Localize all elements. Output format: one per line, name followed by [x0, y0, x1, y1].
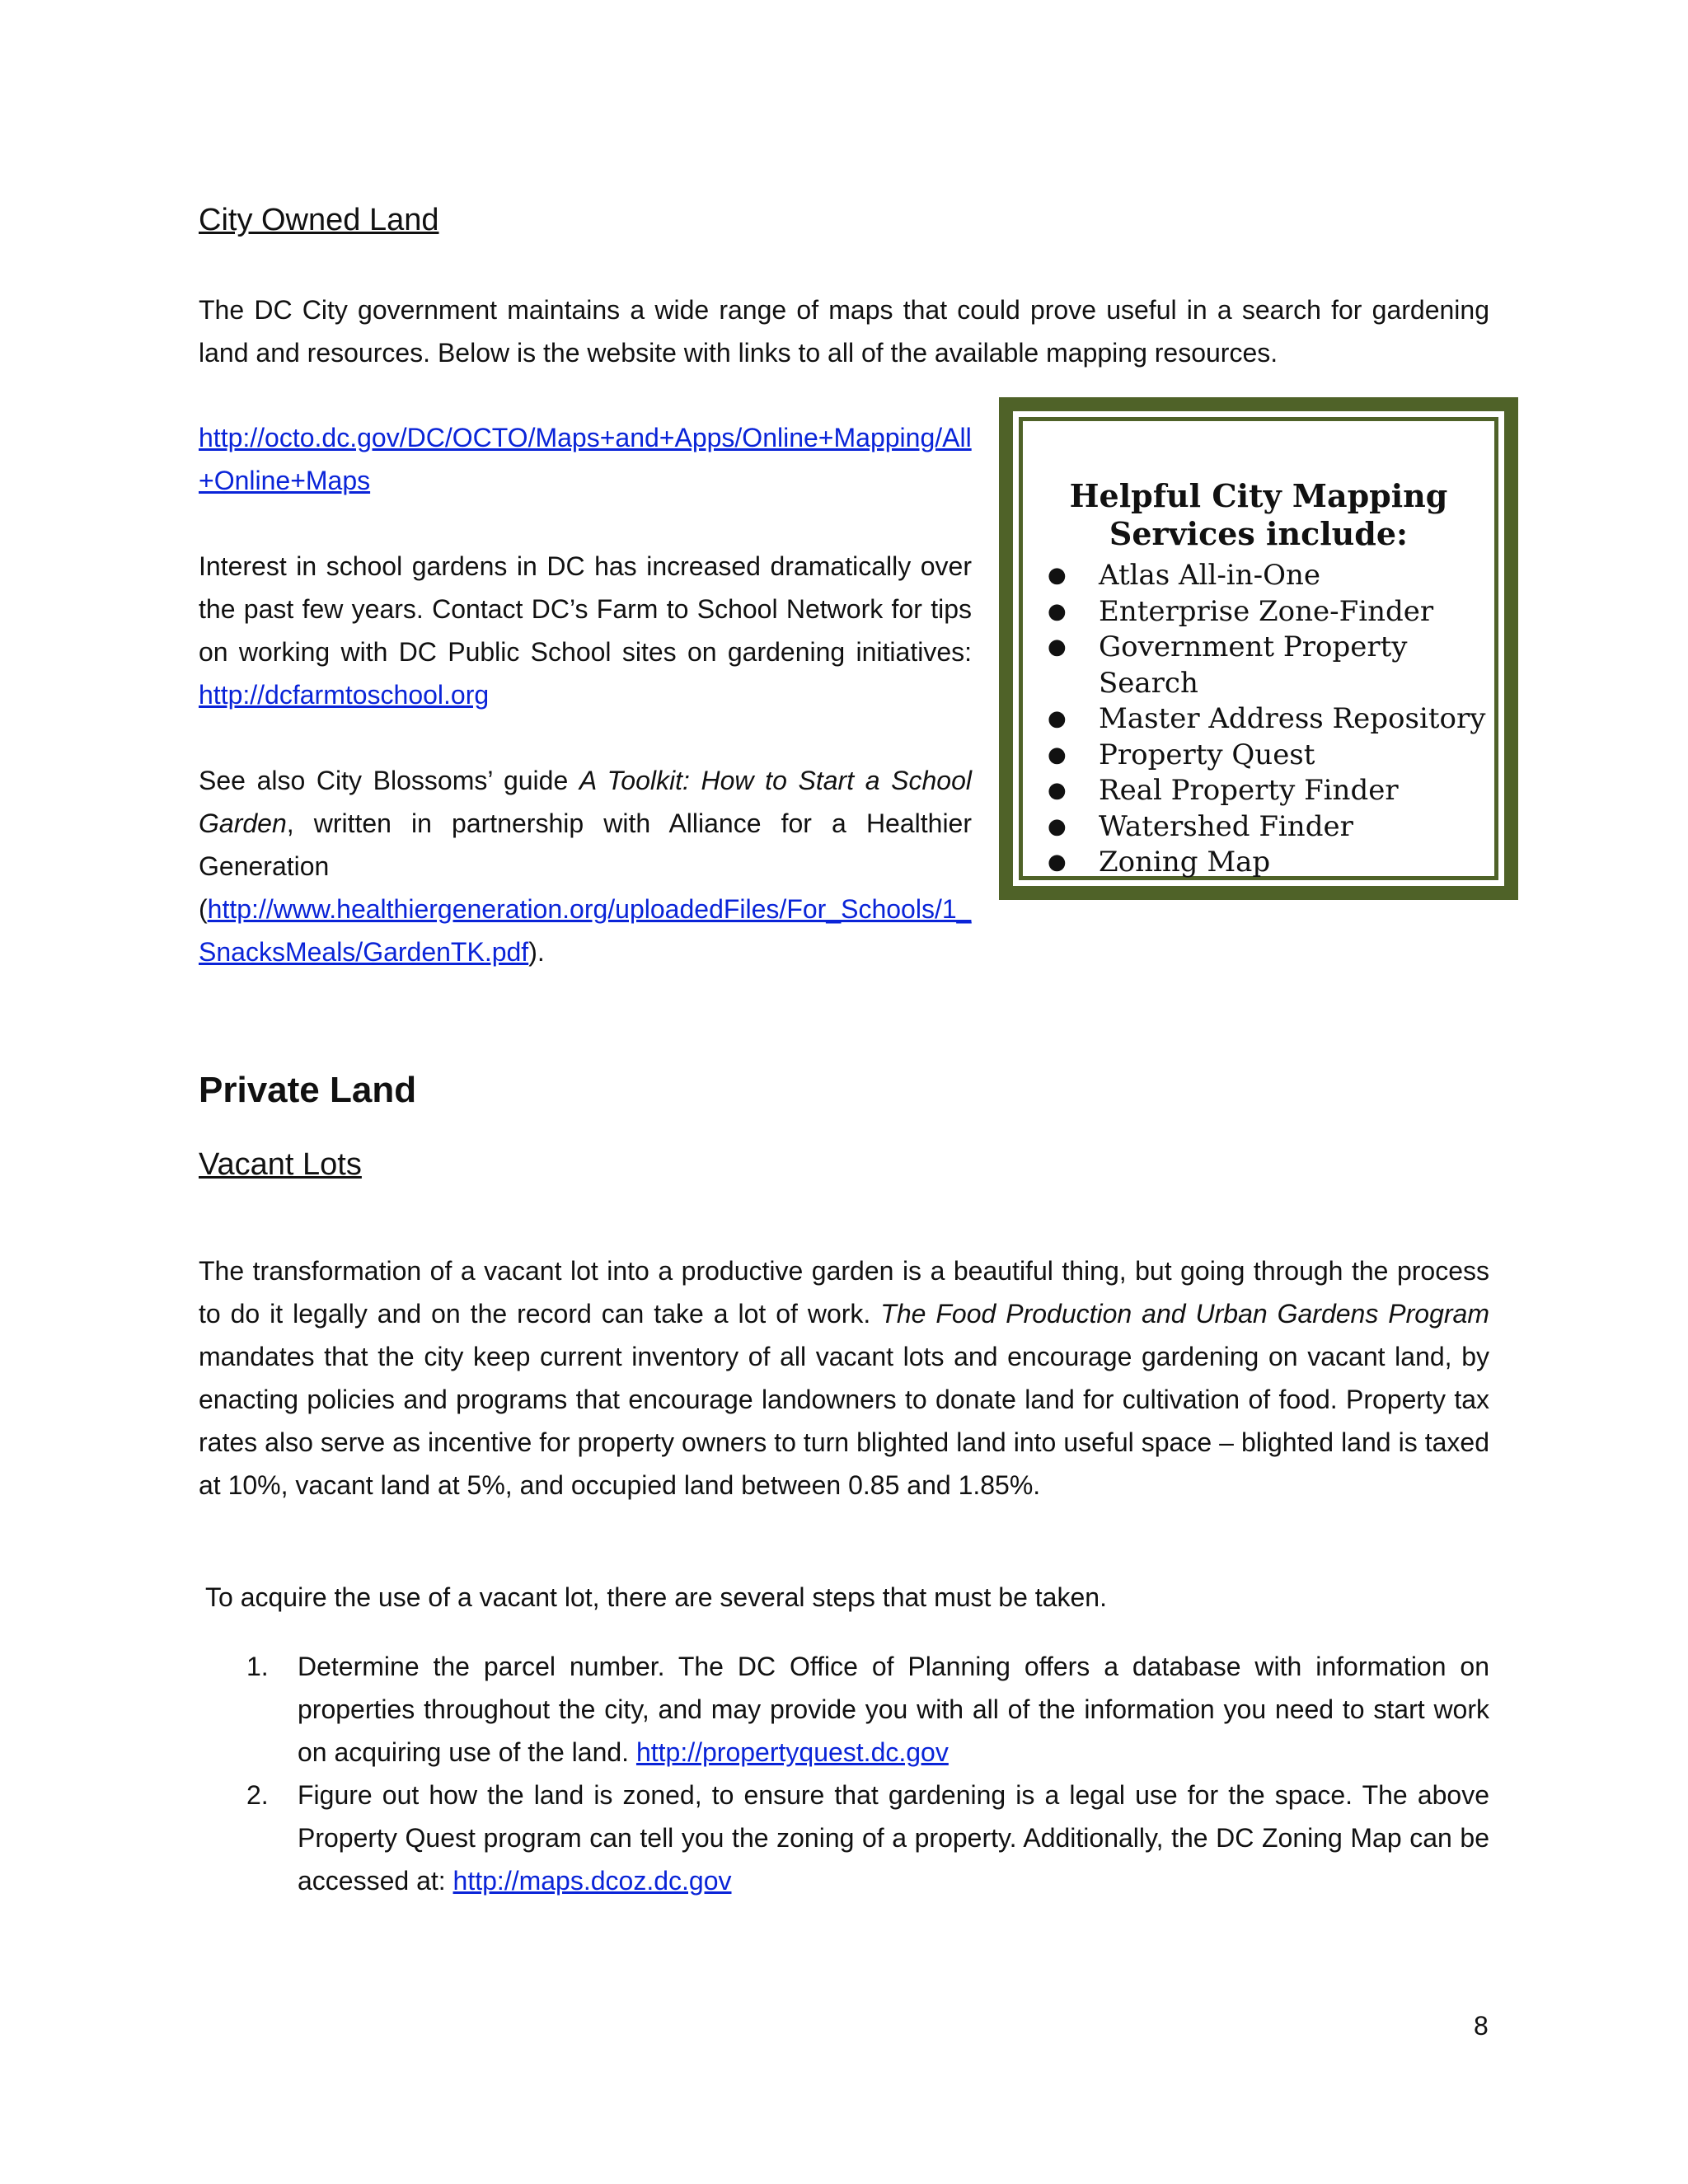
list-item [1048, 809, 1494, 846]
toolkit-close-paren: ). [528, 937, 545, 967]
service-name: Property Quest [1099, 738, 1315, 771]
vacant-lots-paragraph [199, 1249, 1489, 1507]
list-item [1048, 594, 1494, 630]
list-item [1048, 738, 1494, 774]
online-maps-link[interactable]: http://octo.dc.gov/DC/OCTO/Maps+and+Apps/Online+Mapping/All+Online+Maps [199, 423, 972, 495]
vacant-lots-heading: Vacant Lots [199, 1147, 362, 1182]
intro-paragraph: The DC City government maintains a wide range of maps that could prove useful in a search for gardening land and resources. Below is the website with links to all of the available mapping resources. [199, 295, 1489, 368]
school-gardens-text: Interest in school gardens in DC has increased dramatically over the past few years. Contact DC’s Farm to School Network for tips on working with DC Public School sites on gardening initiatives: [199, 551, 972, 667]
bullet-icon: ● [1048, 563, 1067, 588]
step-text: Figure out how the land is zoned, to ensure that gardening is a legal use for the space. The above Property Quest program can tell you the zoning of a property. Additionally, the DC Zoning Map can be accessed at: [298, 1780, 1489, 1896]
bullet-icon: ● [1048, 635, 1067, 659]
toolkit-mid: , written in partnership with Alliance for a Healthier Generation [199, 808, 972, 881]
property-quest-link[interactable]: http://propertyquest.dc.gov [635, 1737, 949, 1767]
mapping-services-title: Helpful City Mapping Services include: [1069, 477, 1448, 552]
service-name: Atlas All-in-One [1099, 559, 1320, 592]
toolkit-prefix: See also City Blossoms’ guide [199, 766, 569, 795]
toolkit-paragraph [199, 759, 972, 973]
school-gardens-paragraph [199, 545, 972, 716]
service-name: Master Address Repository [1099, 702, 1486, 735]
bullet-icon: ● [1048, 813, 1067, 839]
list-item [199, 1645, 1489, 1774]
mapping-services-inner-border [1019, 417, 1498, 880]
list-item [1048, 845, 1494, 881]
mapping-services-box [999, 397, 1518, 900]
list-item [1048, 558, 1494, 594]
bullet-icon: ● [1048, 706, 1067, 731]
steps-list [199, 1645, 1489, 1902]
list-item [1048, 773, 1494, 809]
bullet-icon: ● [1048, 778, 1067, 803]
vacant-lots-text-b: mandates that the city keep current inventory of all vacant lots and encourage gardening on vacant land, by enacting policies and programs that encourage landowners to donate land for cultivation of food. Property tax rates also serve as incentive for property owners to turn blighted land into useful space – blighted land is taxed at 10%, vacant land at 5%, and occupied land between 0.85 and 1.85%. [199, 1342, 1489, 1500]
step-number: 1. [246, 1652, 269, 1681]
healthier-generation-link[interactable]: http://www.healthiergeneration.org/uploadedFiles/For_Schools/1_SnacksMeals/GardenTK.pdf [199, 894, 972, 967]
city-owned-land-heading: City Owned Land [199, 203, 439, 237]
list-item [199, 1774, 1489, 1902]
service-name: Zoning Map [1099, 846, 1271, 879]
vacant-lots-text-a: The transformation of a vacant lot into a productive garden is a beautiful thing, but going through the process to do it legally and on the record can take a lot of work. [199, 1256, 1489, 1329]
left-column [199, 416, 972, 973]
page-number: 8 [1474, 2011, 1489, 2041]
service-name: Enterprise Zone-Finder [1099, 594, 1434, 628]
steps-intro: To acquire the use of a vacant lot, there are several steps that must be taken. [205, 1582, 1107, 1612]
zoning-map-link[interactable]: http://maps.dcoz.dc.gov [452, 1866, 732, 1896]
list-item [1048, 630, 1494, 701]
mapping-services-list [1023, 558, 1494, 881]
step-number: 2. [246, 1780, 269, 1810]
list-item [1048, 701, 1494, 738]
toolkit-open-paren: ( [199, 894, 208, 924]
toolkit-title: A Toolkit: How to Start a School Garden [199, 766, 972, 838]
program-name: The Food Production and Urban Gardens Program [880, 1299, 1490, 1329]
bullet-icon: ● [1048, 742, 1067, 767]
service-name: Real Property Finder [1099, 774, 1399, 807]
private-land-heading: Private Land [199, 1070, 417, 1110]
step-text: Determine the parcel number. The DC Office of Planning offers a database with information on properties throughout the city, and may provide you with all of the information you need to start work on acquiring use of the land. [298, 1652, 1489, 1767]
service-name: Watershed Finder [1099, 809, 1353, 843]
farm-to-school-link[interactable]: http://dcfarmtoschool.org [199, 680, 490, 710]
bullet-icon: ● [1048, 850, 1067, 874]
bullet-icon: ● [1048, 598, 1067, 624]
service-name: Government Property Search [1099, 630, 1408, 700]
